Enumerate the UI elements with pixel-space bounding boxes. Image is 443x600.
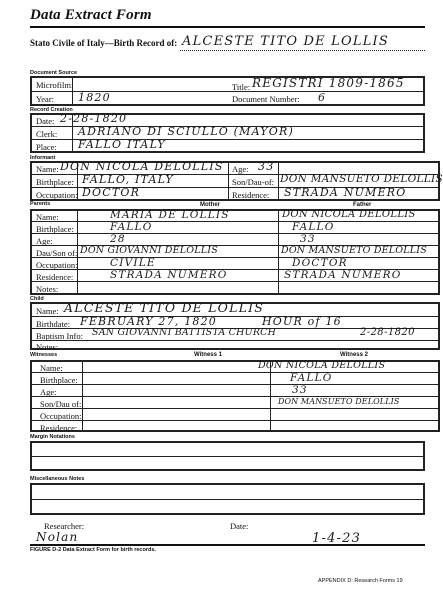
mother-birthplace: FALLO — [110, 221, 153, 233]
docnum-value: 6 — [318, 91, 327, 104]
witness-row-label: Name: — [40, 363, 63, 373]
parents-row-label: Age: — [36, 236, 53, 246]
clerk-value: ADRIANO DI SCIULLO (MAYOR) — [78, 125, 294, 138]
form-title: Data Extract Form — [30, 7, 152, 23]
child-label: Child — [30, 296, 44, 302]
subject-name: ALCESTE TITO DE LOLLIS — [182, 34, 389, 49]
parents-label: Parents — [30, 201, 51, 207]
witness-row-label: Age: — [40, 387, 57, 397]
informant-age-label: Age: — [232, 164, 249, 174]
witness2-age: 33 — [292, 384, 308, 396]
father-occupation: DOCTOR — [292, 257, 348, 269]
child-notes-label: Notes: — [36, 342, 59, 352]
subject-underline — [180, 50, 425, 51]
microfilm-label: Microfilm: — [36, 80, 74, 90]
mother-occupation: CIVILE — [110, 257, 156, 269]
footer-rule — [30, 544, 425, 546]
informant-label: Informant — [30, 155, 56, 161]
clerk-label: Clerk: — [36, 129, 58, 139]
witness-row-label: Son/Dau of: — [40, 399, 82, 409]
father-age: 33 — [300, 233, 316, 245]
form-subtitle: Stato Civile of Italy—Birth Record of: — [30, 38, 178, 48]
margin-notations-label: Margin Notations — [30, 434, 75, 440]
witness-row-label: Residence: — [40, 423, 78, 433]
place-value: FALLO ITALY — [78, 138, 166, 151]
child-birth-hour: HOUR of 16 — [262, 315, 342, 328]
informant-occupation-value: DOCTOR — [82, 186, 141, 199]
mother-parent: DON GIOVANNI DELOLLIS — [80, 245, 218, 256]
witness1-header: Witness 1 — [194, 352, 222, 358]
parents-row-label: Notes: — [36, 284, 59, 294]
mother-name: MARIA DE LOLLIS — [110, 209, 230, 221]
date-value: 2-28-1820 — [60, 112, 128, 125]
father-residence: STRADA NUMERO — [284, 269, 402, 281]
child-name-value: ALCESTE TITO DE LOLLIS — [64, 300, 265, 315]
researcher-date-value: 1-4-23 — [312, 531, 362, 546]
child-baptism-date: 2-28-1820 — [360, 327, 415, 338]
parents-row-label: Dau/Son of: — [36, 248, 78, 258]
informant-birthplace-label: Birthplace: — [36, 177, 74, 187]
witness2-parent: DON MANSUETO DELOLLIS — [278, 397, 400, 406]
researcher-signature: Nolan — [36, 530, 79, 544]
year-label: Year: — [36, 94, 55, 104]
child-birthdate-value: FEBRUARY 27, 1820 — [80, 315, 217, 328]
father-name: DON NICOLA DELOLLIS — [282, 209, 416, 220]
appendix-footer: APPENDIX D: Research Forms 19 — [318, 578, 403, 584]
parents-row-label: Residence: — [36, 272, 74, 282]
witness2-birthplace: FALLO — [290, 372, 333, 384]
place-label: Place: — [36, 142, 57, 152]
title-label: Title: — [232, 82, 251, 92]
child-baptism-value: SAN GIOVANNI BATTISTA CHURCH — [92, 327, 277, 338]
father-birthplace: FALLO — [292, 221, 335, 233]
parents-row-label: Occupation: — [36, 260, 78, 270]
mother-residence: STRADA NUMERO — [110, 269, 228, 281]
date-label: Date: — [36, 116, 55, 126]
informant-name-value: DON NICOLA DELOLLIS — [60, 160, 224, 173]
father-header: Father — [353, 202, 372, 208]
researcher-label: Researcher: — [44, 521, 85, 531]
title-value: REGISTRI 1809-1865 — [252, 76, 405, 90]
parents-row-label: Name: — [36, 212, 59, 222]
child-baptism-label: Baptism Info: — [36, 331, 83, 341]
informant-residence-value: STRADA NUMERO — [284, 186, 407, 199]
child-name-label: Name: — [36, 306, 59, 316]
docnum-label: Document Number: — [232, 94, 300, 104]
father-parent: DON MANSUETO DELOLLIS — [281, 245, 427, 256]
parents-row-label: Birthplace: — [36, 224, 74, 234]
informant-son-value: DON MANSUETO DELOLLIS — [280, 173, 443, 185]
document-source-label: Document Source — [30, 70, 78, 76]
child-birthdate-label: Birthdate: — [36, 319, 70, 329]
informant-age-value: 33 — [258, 160, 275, 173]
witnesses-label: Witnesses — [30, 352, 58, 358]
informant-birthplace-value: FALLO, ITALY — [82, 173, 174, 186]
informant-son-label: Son/Dau-of: — [232, 177, 275, 187]
informant-residence-label: Residence: — [232, 190, 270, 200]
year-value: 1820 — [78, 91, 111, 104]
informant-occupation-label: Occupation: — [36, 190, 78, 200]
mother-header: Mother — [200, 202, 220, 208]
misc-notes-label: Miscellaneous Notes — [30, 476, 85, 482]
mother-age: 28 — [110, 233, 126, 245]
witness2-name: DON NICOLA DELOLLIS — [258, 360, 386, 371]
witness-row-label: Occupation: — [40, 411, 82, 421]
researcher-date-label: Date: — [230, 521, 249, 531]
witness2-header: Witness 2 — [340, 352, 368, 358]
informant-name-label: Name: — [36, 164, 59, 174]
record-creation-label: Record Creation — [30, 107, 73, 113]
witness-row-label: Birthplace: — [40, 375, 78, 385]
title-rule — [30, 26, 425, 28]
figure-caption: FIGURE D-2 Data Extract Form for birth records. — [30, 547, 156, 553]
